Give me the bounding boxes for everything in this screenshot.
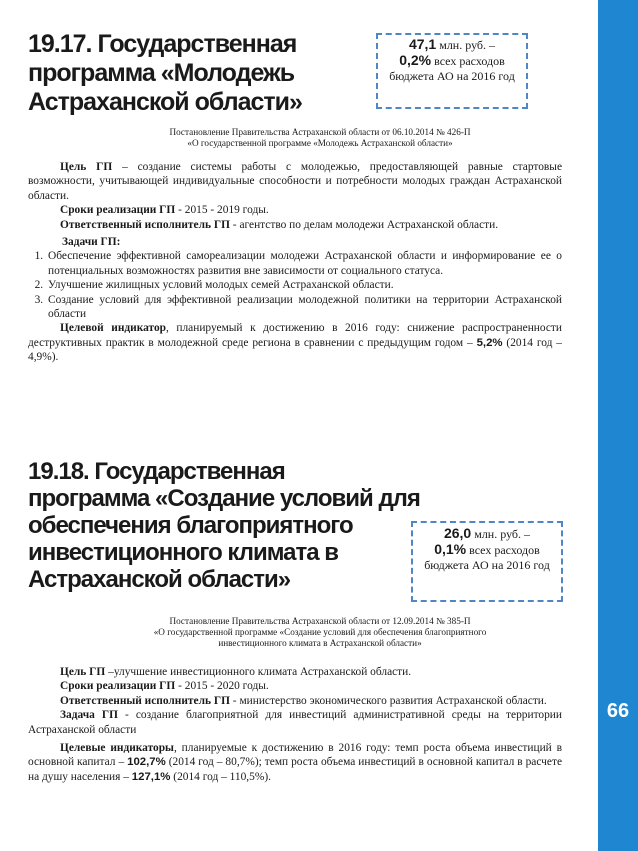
funding-box-19-17 [376, 33, 528, 109]
funding-text: всех расходов бюджета АО на 2016 год [424, 543, 550, 572]
responsible-label: Ответственный исполнитель ГП [60, 218, 230, 231]
indicator-paragraph [28, 321, 562, 364]
goal-label: Цель ГП [60, 161, 113, 173]
task-item: 2. Улучшение жилищных условий молодых семей Астраханской области. [46, 278, 562, 292]
resolution-19-18 [92, 616, 548, 649]
period-paragraph [28, 679, 562, 693]
resolution-line: Постановление Правительства Астраханской области от 06.10.2014 № 426-П [169, 127, 471, 137]
indicator-value: 102,7% [127, 756, 166, 769]
task-paragraph [28, 708, 562, 737]
heading-line: программа «Молодежь [28, 59, 295, 87]
goal-paragraph [28, 160, 562, 203]
funding-percent: 0,2% [399, 52, 432, 68]
funding-amount: 26,0 [443, 525, 472, 541]
tasks-label: Задачи ГП: [62, 236, 121, 249]
heading-line: Астраханской области» [28, 88, 302, 116]
funding-unit: млн. руб. – [436, 38, 496, 52]
responsible-label: Ответственный исполнитель ГП [60, 694, 230, 707]
goal-label: Цель ГП [60, 666, 106, 678]
indicators-text: (2014 год – 110,5%). [170, 770, 271, 783]
period-label: Сроки реализации ГП [60, 204, 176, 217]
heading-line: Астраханской области» [28, 566, 291, 593]
indicators-text: (2014 год – 80,7%); темп роста объема инвестиций в основной капитал в расчете на душу населения – [28, 756, 563, 783]
program-heading-19-18 [28, 458, 420, 593]
period-text: - 2015 - 2020 годы. [175, 680, 269, 693]
resolution-line: «О государственной программе «Создание условий для обеспечения благоприятного [153, 627, 487, 637]
sidebar-accent [598, 0, 638, 851]
resolution-19-17 [100, 127, 540, 149]
indicators-text: , планируемые к достижению в 2016 году: темп роста объема инвестиций в основной капитал – [28, 742, 563, 769]
heading-line: программа «Создание условий для [28, 485, 420, 512]
program-heading-19-17 [28, 30, 302, 117]
period-label: Сроки реализации ГП [60, 680, 176, 693]
task-item: 1. Обеспечение эффективной самореализации молодежи Астраханской области и информирование ее о потенциальных возможностях развития вне зависимости от социального статуса. [46, 249, 562, 278]
task-item: 3. Создание условий для эффективной реализации молодежной политики на территории Астраханской области [46, 293, 562, 322]
resolution-line: «О государственной программе «Молодежь Астраханской области» [187, 138, 453, 148]
task-label: Задача ГП [60, 709, 118, 722]
period-text: - 2015 - 2019 годы. [175, 204, 269, 217]
heading-line: инвестиционного климата в [28, 539, 339, 566]
goal-text: – создание системы работы с молодежью, предоставляющей равные стартовые возможности, учитывающей индивидуальные способности и потребности молодых граждан Астраханской области. [28, 161, 562, 202]
funding-amount: 47,1 [408, 36, 437, 52]
period-paragraph [28, 203, 562, 217]
responsible-text: - агентство по делам молодежи Астраханской области. [229, 218, 499, 231]
funding-text: всех расходов бюджета АО на 2016 год [389, 54, 515, 83]
indicator-text: , планируемый к достижению в 2016 году: снижение распространенности деструктивных практик в молодежной среде региона в сравнении с предыдущим годом – [28, 322, 562, 349]
task-text: - создание благоприятной для инвестиций административной среды на территории Астраханской области [28, 709, 562, 736]
responsible-text: - министерство экономического развития Астраханской области. [229, 694, 547, 707]
indicator-tail: (2014 год – 4,9%). [28, 336, 563, 364]
goal-text: –улучшение инвестиционного климата Астраханской области. [105, 666, 412, 678]
page-number: 66 [606, 700, 630, 722]
indicators-paragraph [28, 741, 562, 784]
indicators-label: Целевые индикаторы [60, 742, 174, 755]
funding-unit: млн. руб. – [471, 527, 531, 541]
tasks-list [28, 249, 562, 321]
heading-line: обеспечения благоприятного [28, 512, 353, 539]
responsible-paragraph [28, 218, 562, 232]
resolution-line: Постановление Правительства Астраханской области от 12.09.2014 № 385-П [169, 616, 471, 626]
heading-line: 19.17. Государственная [28, 30, 297, 58]
indicator-value: 5,2% [476, 336, 503, 349]
program-body-19-18 [28, 665, 562, 784]
program-body-19-17 [28, 160, 562, 365]
indicator-label: Целевой индикатор [60, 322, 166, 335]
heading-line: 19.18. Государственная [28, 458, 285, 485]
responsible-paragraph [28, 694, 562, 708]
funding-percent: 0,1% [434, 541, 467, 557]
resolution-line: инвестиционного климата в Астраханской области» [218, 638, 422, 648]
funding-box-19-18 [411, 521, 563, 602]
indicator-value: 127,1% [131, 770, 171, 783]
goal-paragraph [28, 665, 562, 679]
